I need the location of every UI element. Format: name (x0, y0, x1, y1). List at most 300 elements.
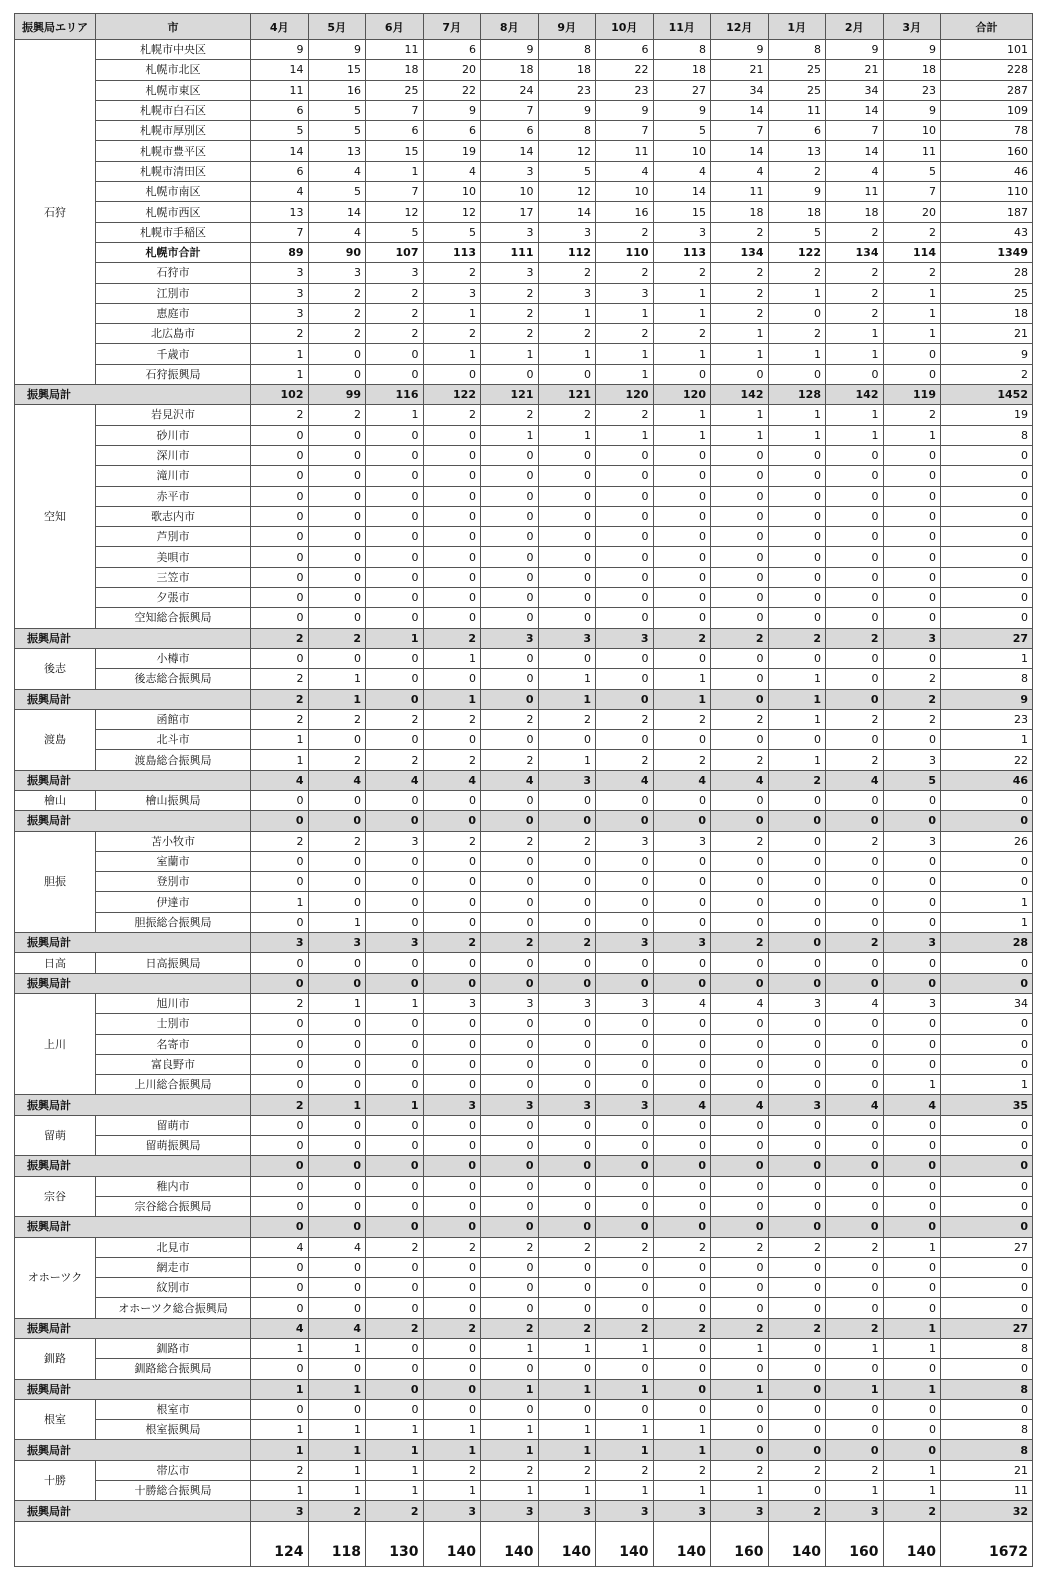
month-value-cell: 11 (366, 40, 424, 60)
city-name-cell: 網走市 (96, 1257, 251, 1277)
month-value-cell: 1 (768, 405, 826, 425)
month-value-cell: 4 (653, 161, 711, 181)
month-value-cell: 0 (653, 486, 711, 506)
bureau-total-row (15, 811, 1033, 831)
row-total-cell: 0 (941, 506, 1033, 526)
month-value-cell: 0 (826, 1359, 884, 1379)
table-row (15, 405, 1033, 425)
month-value-cell: 5 (653, 121, 711, 141)
month-value-cell: 0 (826, 872, 884, 892)
month-value-cell: 0 (308, 648, 366, 668)
month-value-cell: 0 (826, 648, 884, 668)
month-value-cell: 1 (481, 1420, 539, 1440)
month-value-cell: 0 (768, 506, 826, 526)
month-value-cell: 1 (653, 303, 711, 323)
month-value-cell: 0 (423, 851, 481, 871)
month-value-cell: 0 (596, 466, 654, 486)
bureau-total-value: 3 (826, 1501, 884, 1521)
bureau-total-value: 2 (826, 933, 884, 953)
month-value-cell: 0 (826, 364, 884, 384)
bureau-total-value: 2 (826, 1318, 884, 1338)
bureau-total-value: 0 (826, 1440, 884, 1460)
month-value-cell: 0 (826, 953, 884, 973)
city-name-cell: 札幌市厚別区 (96, 121, 251, 141)
bureau-total-value: 1 (423, 689, 481, 709)
area-name-cell: 渡島 (15, 709, 96, 770)
month-value-cell: 4 (711, 993, 769, 1013)
month-value-cell: 0 (538, 466, 596, 486)
month-value-cell: 6 (768, 121, 826, 141)
bureau-total-value: 0 (538, 811, 596, 831)
bureau-total-value: 0 (481, 973, 539, 993)
table-row (15, 182, 1033, 202)
table-row (15, 263, 1033, 283)
month-value-cell: 0 (538, 1136, 596, 1156)
month-value-cell: 0 (883, 1054, 941, 1074)
bureau-total-value: 2 (423, 628, 481, 648)
month-value-cell: 1 (883, 324, 941, 344)
month-value-cell: 111 (481, 242, 539, 262)
city-name-cell: 札幌市東区 (96, 80, 251, 100)
month-value-cell: 3 (423, 993, 481, 1013)
month-value-cell: 2 (596, 1460, 654, 1480)
month-value-cell: 1 (423, 303, 481, 323)
month-value-cell: 0 (423, 730, 481, 750)
bureau-total-value: 2 (883, 1501, 941, 1521)
month-value-cell: 15 (366, 141, 424, 161)
month-value-cell: 0 (826, 486, 884, 506)
column-header: 9月 (538, 14, 596, 40)
grand-total-value: 140 (596, 1521, 654, 1566)
month-value-cell: 2 (308, 831, 366, 851)
bureau-total-label: 振興局計 (15, 811, 251, 831)
bureau-total-value: 8 (941, 1379, 1033, 1399)
month-value-cell: 0 (366, 567, 424, 587)
bureau-total-value: 4 (653, 770, 711, 790)
month-value-cell: 21 (826, 60, 884, 80)
row-total-cell: 2 (941, 364, 1033, 384)
month-value-cell: 2 (251, 993, 309, 1013)
month-value-cell: 0 (423, 425, 481, 445)
month-value-cell: 2 (366, 303, 424, 323)
column-header: 8月 (481, 14, 539, 40)
bureau-total-label: 振興局計 (15, 770, 251, 790)
month-value-cell: 0 (826, 790, 884, 810)
table-row (15, 40, 1033, 60)
month-value-cell: 23 (596, 80, 654, 100)
month-value-cell: 0 (481, 1399, 539, 1419)
month-value-cell: 0 (596, 1176, 654, 1196)
month-value-cell: 2 (596, 750, 654, 770)
month-value-cell: 4 (711, 161, 769, 181)
bureau-total-value: 1 (366, 1095, 424, 1115)
bureau-total-value: 0 (366, 689, 424, 709)
row-total-cell: 101 (941, 40, 1033, 60)
month-value-cell: 0 (883, 1257, 941, 1277)
month-value-cell: 0 (308, 1115, 366, 1135)
bureau-total-value: 1 (308, 1095, 366, 1115)
bureau-total-value: 0 (768, 811, 826, 831)
month-value-cell: 1 (596, 364, 654, 384)
city-name-cell: 登別市 (96, 872, 251, 892)
month-value-cell: 0 (711, 486, 769, 506)
month-value-cell: 0 (366, 425, 424, 445)
month-value-cell: 0 (308, 1034, 366, 1054)
month-value-cell: 0 (653, 851, 711, 871)
bureau-total-value: 2 (768, 628, 826, 648)
city-name-cell: オホーツク総合振興局 (96, 1298, 251, 1318)
month-value-cell: 1 (308, 1460, 366, 1480)
bureau-total-value: 2 (711, 933, 769, 953)
month-value-cell: 2 (653, 263, 711, 283)
city-name-cell: 札幌市白石区 (96, 100, 251, 120)
month-value-cell: 2 (883, 222, 941, 242)
month-value-cell: 0 (538, 1034, 596, 1054)
month-value-cell: 0 (653, 466, 711, 486)
bureau-total-value: 2 (423, 1318, 481, 1338)
month-value-cell: 1 (481, 344, 539, 364)
month-value-cell: 1 (538, 344, 596, 364)
month-value-cell: 0 (538, 790, 596, 810)
bureau-total-value: 0 (366, 811, 424, 831)
month-value-cell: 0 (308, 851, 366, 871)
bureau-total-value: 1 (653, 689, 711, 709)
month-value-cell: 1 (826, 1339, 884, 1359)
month-value-cell: 0 (768, 547, 826, 567)
bureau-total-row (15, 385, 1033, 405)
row-total-cell: 0 (941, 527, 1033, 547)
month-value-cell: 114 (883, 242, 941, 262)
month-value-cell: 4 (826, 993, 884, 1013)
month-value-cell: 1 (538, 1481, 596, 1501)
month-value-cell: 0 (308, 588, 366, 608)
month-value-cell: 0 (653, 527, 711, 547)
grand-total-value: 118 (308, 1521, 366, 1566)
month-value-cell: 0 (366, 1075, 424, 1095)
month-value-cell: 0 (883, 872, 941, 892)
bureau-total-value: 2 (308, 628, 366, 648)
month-value-cell: 1 (366, 1420, 424, 1440)
month-value-cell: 0 (883, 1034, 941, 1054)
month-value-cell: 6 (423, 121, 481, 141)
month-value-cell: 2 (251, 1460, 309, 1480)
row-total-cell: 0 (941, 567, 1033, 587)
table-row (15, 1075, 1033, 1095)
city-name-cell: 釧路総合振興局 (96, 1359, 251, 1379)
bureau-total-value: 0 (826, 1217, 884, 1237)
bureau-total-value: 0 (711, 1440, 769, 1460)
month-value-cell: 0 (711, 1298, 769, 1318)
bureau-total-label: 振興局計 (15, 1379, 251, 1399)
bureau-total-value: 0 (653, 811, 711, 831)
month-value-cell: 0 (596, 567, 654, 587)
table-row (15, 80, 1033, 100)
month-value-cell: 0 (711, 1176, 769, 1196)
bureau-total-value: 3 (883, 933, 941, 953)
month-value-cell: 0 (826, 1014, 884, 1034)
month-value-cell: 9 (423, 100, 481, 120)
bureau-total-value: 0 (941, 973, 1033, 993)
month-value-cell: 0 (768, 1278, 826, 1298)
month-value-cell: 2 (826, 709, 884, 729)
bureau-total-value: 35 (941, 1095, 1033, 1115)
month-value-cell: 0 (308, 506, 366, 526)
row-total-cell: 0 (941, 608, 1033, 628)
row-total-cell: 34 (941, 993, 1033, 1013)
month-value-cell: 2 (883, 669, 941, 689)
month-value-cell: 0 (826, 912, 884, 932)
month-value-cell: 1 (251, 750, 309, 770)
month-value-cell: 1 (883, 1075, 941, 1095)
month-value-cell: 0 (538, 1115, 596, 1135)
month-value-cell: 0 (768, 608, 826, 628)
month-value-cell: 0 (481, 648, 539, 668)
month-value-cell: 1 (768, 283, 826, 303)
month-value-cell: 0 (883, 1014, 941, 1034)
month-value-cell: 0 (883, 730, 941, 750)
month-value-cell: 18 (883, 60, 941, 80)
month-value-cell: 0 (768, 1339, 826, 1359)
month-value-cell: 90 (308, 242, 366, 262)
month-value-cell: 2 (596, 263, 654, 283)
bureau-total-value: 128 (768, 385, 826, 405)
bureau-total-value: 0 (826, 689, 884, 709)
bureau-total-value: 0 (883, 811, 941, 831)
column-header: 12月 (711, 14, 769, 40)
row-total-cell: 8 (941, 1420, 1033, 1440)
header-row (15, 14, 1033, 40)
month-value-cell: 0 (423, 1257, 481, 1277)
month-value-cell: 8 (538, 40, 596, 60)
month-value-cell: 3 (481, 263, 539, 283)
bureau-total-value: 1 (423, 1440, 481, 1460)
bureau-total-value: 1 (481, 1379, 539, 1399)
bureau-total-value: 3 (481, 628, 539, 648)
month-value-cell: 0 (711, 1399, 769, 1419)
table-row (15, 1298, 1033, 1318)
month-value-cell: 0 (653, 1196, 711, 1216)
month-value-cell: 0 (768, 1115, 826, 1135)
month-value-cell: 1 (883, 1237, 941, 1257)
month-value-cell: 7 (481, 100, 539, 120)
city-name-cell: 旭川市 (96, 993, 251, 1013)
month-value-cell: 1 (711, 324, 769, 344)
row-total-cell: 1 (941, 892, 1033, 912)
city-name-cell: 札幌市清田区 (96, 161, 251, 181)
area-name-cell: 後志 (15, 648, 96, 689)
month-value-cell: 0 (251, 1075, 309, 1095)
month-value-cell: 9 (711, 40, 769, 60)
month-value-cell: 0 (423, 486, 481, 506)
bureau-total-value: 5 (883, 770, 941, 790)
month-value-cell: 1 (883, 303, 941, 323)
month-value-cell: 0 (883, 1420, 941, 1440)
bureau-total-value: 3 (538, 770, 596, 790)
month-value-cell: 9 (481, 40, 539, 60)
month-value-cell: 0 (481, 445, 539, 465)
month-value-cell: 3 (538, 993, 596, 1013)
month-value-cell: 0 (711, 892, 769, 912)
bureau-total-value: 46 (941, 770, 1033, 790)
month-value-cell: 1 (768, 344, 826, 364)
bureau-total-value: 2 (768, 1501, 826, 1521)
row-total-cell: 21 (941, 1460, 1033, 1480)
table-row (15, 872, 1033, 892)
month-value-cell: 0 (768, 912, 826, 932)
bureau-total-value: 1 (308, 689, 366, 709)
month-value-cell: 0 (251, 1054, 309, 1074)
month-value-cell: 18 (653, 60, 711, 80)
month-value-cell: 11 (711, 182, 769, 202)
month-value-cell: 0 (711, 547, 769, 567)
month-value-cell: 3 (481, 222, 539, 242)
month-value-cell: 2 (308, 324, 366, 344)
month-value-cell: 0 (251, 588, 309, 608)
month-value-cell: 2 (423, 750, 481, 770)
month-value-cell: 0 (308, 608, 366, 628)
month-value-cell: 1 (596, 344, 654, 364)
bureau-total-label: 振興局計 (15, 1217, 251, 1237)
month-value-cell: 2 (596, 222, 654, 242)
month-value-cell: 2 (481, 324, 539, 344)
month-value-cell: 2 (653, 1460, 711, 1480)
bureau-total-value: 2 (711, 1318, 769, 1338)
bureau-total-value: 2 (883, 689, 941, 709)
bureau-total-row (15, 628, 1033, 648)
bureau-total-value: 3 (653, 1501, 711, 1521)
bureau-total-value: 0 (883, 1440, 941, 1460)
month-value-cell: 1 (308, 1339, 366, 1359)
month-value-cell: 1 (826, 344, 884, 364)
table-row (15, 1014, 1033, 1034)
month-value-cell: 0 (538, 1075, 596, 1095)
month-value-cell: 2 (596, 1237, 654, 1257)
grand-total-value: 140 (883, 1521, 941, 1566)
month-value-cell: 14 (711, 100, 769, 120)
bureau-total-row (15, 1379, 1033, 1399)
bureau-total-value: 0 (711, 1217, 769, 1237)
row-total-cell: 1 (941, 730, 1033, 750)
city-name-cell: 稚内市 (96, 1176, 251, 1196)
column-header: 振興局エリア (15, 14, 96, 40)
month-value-cell: 112 (538, 242, 596, 262)
month-value-cell: 1 (251, 1339, 309, 1359)
bureau-total-value: 3 (423, 1501, 481, 1521)
month-value-cell: 2 (423, 831, 481, 851)
month-value-cell: 4 (423, 161, 481, 181)
bureau-total-value: 3 (596, 1501, 654, 1521)
month-value-cell: 2 (768, 263, 826, 283)
bureau-total-value: 1 (538, 689, 596, 709)
month-value-cell: 0 (481, 730, 539, 750)
month-value-cell: 0 (883, 506, 941, 526)
month-value-cell: 2 (366, 1237, 424, 1257)
month-value-cell: 2 (596, 324, 654, 344)
table-row (15, 466, 1033, 486)
table-row (15, 202, 1033, 222)
column-header: 2月 (826, 14, 884, 40)
month-value-cell: 14 (653, 182, 711, 202)
table-row (15, 425, 1033, 445)
month-value-cell: 2 (711, 222, 769, 242)
month-value-cell: 0 (596, 872, 654, 892)
row-total-cell: 11 (941, 1481, 1033, 1501)
month-value-cell: 1 (711, 1339, 769, 1359)
month-value-cell: 6 (251, 161, 309, 181)
grand-total-value: 140 (423, 1521, 481, 1566)
bureau-total-value: 2 (251, 1095, 309, 1115)
month-value-cell: 0 (711, 669, 769, 689)
month-value-cell: 0 (423, 1176, 481, 1196)
month-value-cell: 0 (308, 730, 366, 750)
month-value-cell: 0 (596, 1136, 654, 1156)
month-value-cell: 0 (366, 1298, 424, 1318)
month-value-cell: 0 (308, 1257, 366, 1277)
month-value-cell: 0 (826, 892, 884, 912)
month-value-cell: 0 (768, 790, 826, 810)
month-value-cell: 13 (308, 141, 366, 161)
bureau-total-value: 0 (768, 1379, 826, 1399)
bureau-total-value: 1 (768, 689, 826, 709)
month-value-cell: 0 (251, 466, 309, 486)
month-value-cell: 0 (481, 1359, 539, 1379)
bureau-total-value: 0 (711, 811, 769, 831)
month-value-cell: 0 (481, 912, 539, 932)
table-row (15, 1237, 1033, 1257)
month-value-cell: 0 (826, 1257, 884, 1277)
month-value-cell: 0 (366, 1115, 424, 1135)
bureau-total-value: 0 (941, 811, 1033, 831)
month-value-cell: 0 (423, 364, 481, 384)
month-value-cell: 34 (826, 80, 884, 100)
bureau-total-value: 3 (251, 1501, 309, 1521)
city-name-cell: 釧路市 (96, 1339, 251, 1359)
month-value-cell: 1 (366, 405, 424, 425)
row-total-cell: 28 (941, 263, 1033, 283)
bureau-total-value: 1 (883, 1318, 941, 1338)
city-name-cell: 富良野市 (96, 1054, 251, 1074)
month-value-cell: 1 (308, 669, 366, 689)
city-name-cell: 留萌市 (96, 1115, 251, 1135)
month-value-cell: 0 (366, 1034, 424, 1054)
month-value-cell: 22 (596, 60, 654, 80)
month-value-cell: 11 (596, 141, 654, 161)
row-total-cell: 0 (941, 851, 1033, 871)
month-value-cell: 1 (538, 425, 596, 445)
month-value-cell: 0 (653, 790, 711, 810)
month-value-cell: 1 (711, 1481, 769, 1501)
month-value-cell: 2 (768, 1460, 826, 1480)
month-value-cell: 6 (481, 121, 539, 141)
month-value-cell: 0 (251, 1399, 309, 1419)
month-value-cell: 1 (826, 405, 884, 425)
month-value-cell: 1 (366, 1481, 424, 1501)
month-value-cell: 1 (538, 750, 596, 770)
city-name-cell: 檜山振興局 (96, 790, 251, 810)
month-value-cell: 0 (653, 648, 711, 668)
month-value-cell: 0 (596, 953, 654, 973)
month-value-cell: 0 (308, 547, 366, 567)
month-value-cell: 2 (251, 324, 309, 344)
month-value-cell: 1 (596, 1339, 654, 1359)
month-value-cell: 0 (883, 466, 941, 486)
city-name-cell: 北見市 (96, 1237, 251, 1257)
table-row (15, 121, 1033, 141)
area-name-cell: オホーツク (15, 1237, 96, 1318)
grand-total-value: 140 (481, 1521, 539, 1566)
month-value-cell: 1 (826, 425, 884, 445)
month-value-cell: 21 (711, 60, 769, 80)
